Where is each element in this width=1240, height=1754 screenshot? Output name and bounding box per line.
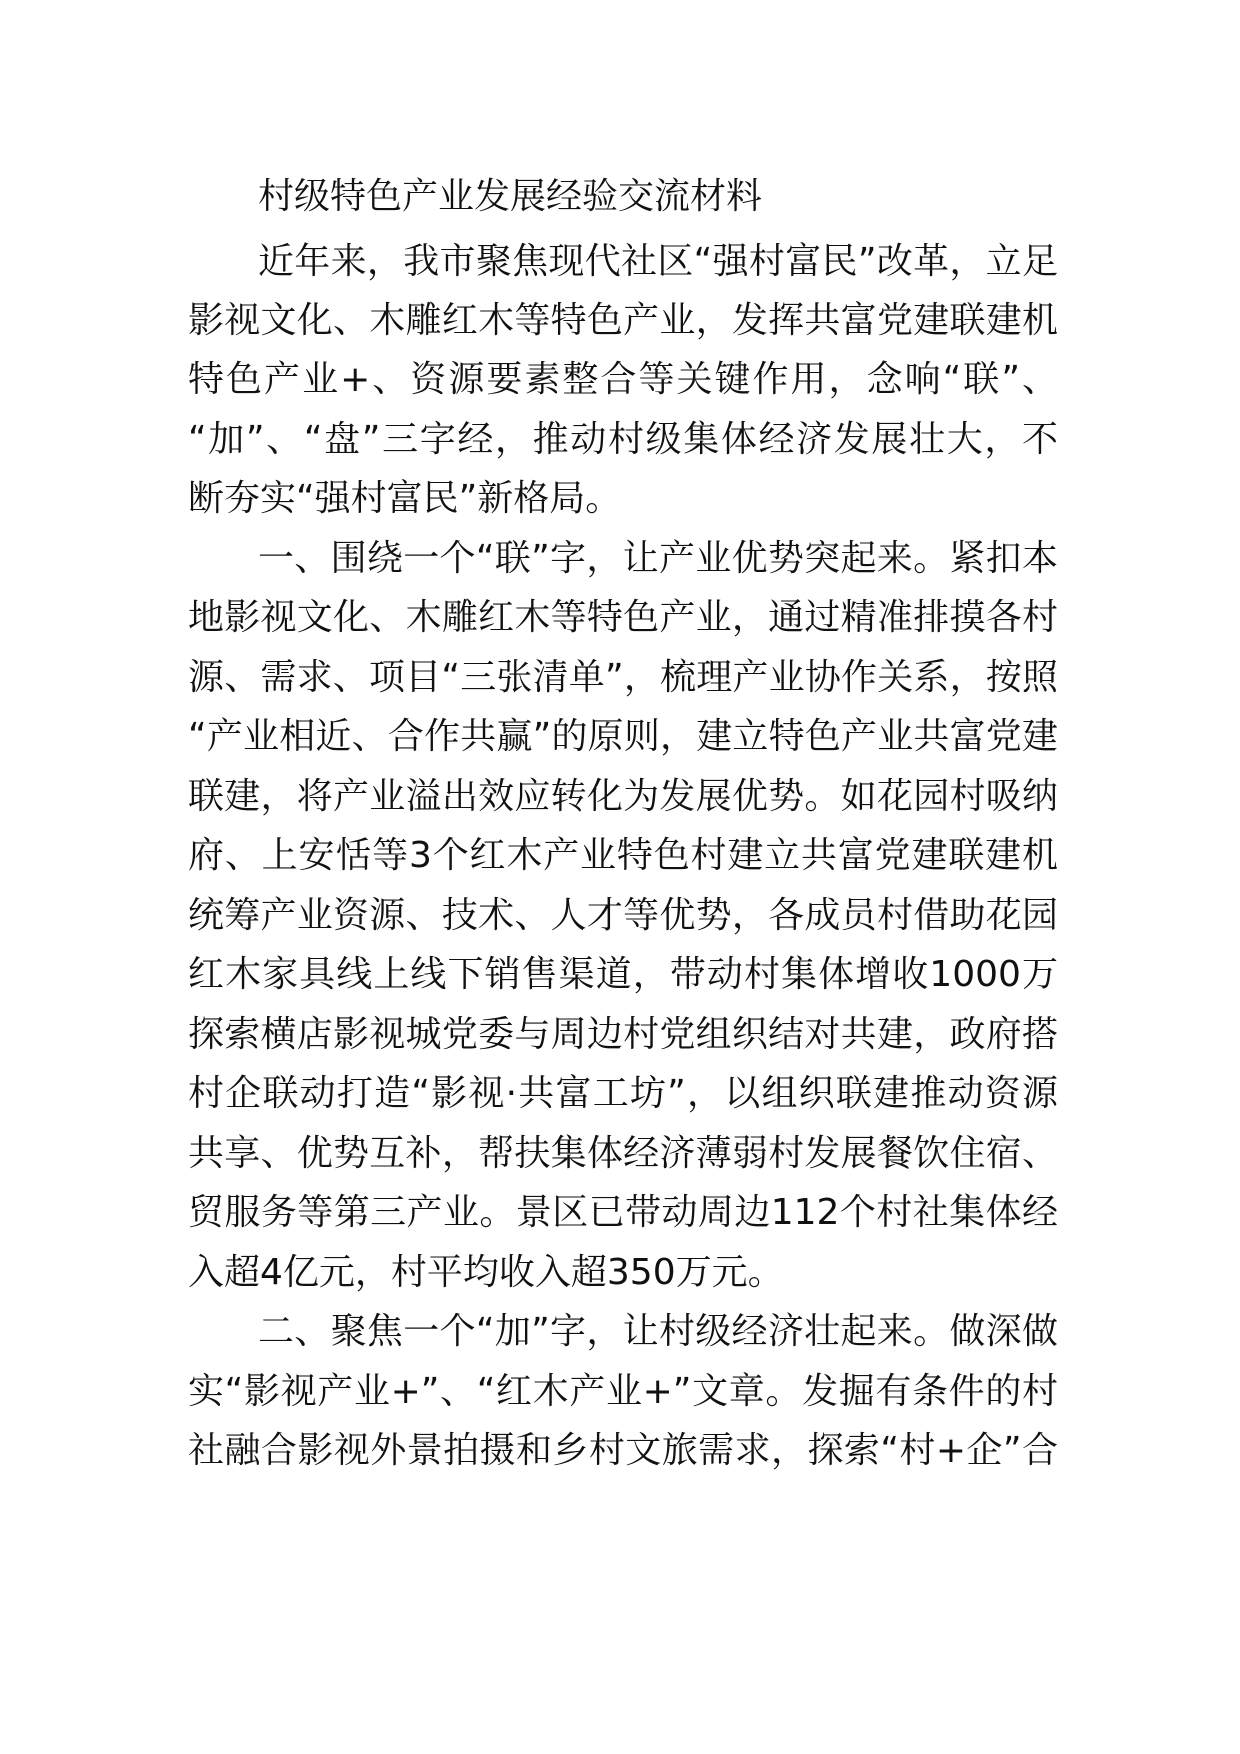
paragraph-line: 近年来，我市聚焦现代社区“强村富民”改革，立足	[258, 241, 1058, 282]
paragraph-line: 府、上安恬等3个红木产业特色村建立共富党建联建机	[188, 835, 1058, 876]
paragraph-line: 统筹产业资源、技术、人才等优势，各成员村借助花园	[188, 895, 1058, 936]
paragraph-line: 影视文化、木雕红木等特色产业，发挥共富党建联建机	[188, 300, 1058, 341]
paragraph-line: 贸服务等第三产业。景区已带动周边112个村社集体经	[188, 1192, 1058, 1233]
section-heading-line: 二、聚焦一个“加”字，让村级经济壮起来。做深做	[258, 1311, 1058, 1352]
paragraph-line: 特色产业+、资源要素整合等关键作用，念响“联”、	[188, 359, 1058, 400]
paragraph-line: 联建，将产业溢出效应转化为发展优势。如花园村吸纳	[188, 776, 1058, 817]
paragraph-line: 地影视文化、木雕红木等特色产业，通过精准排摸各村	[188, 597, 1058, 638]
paragraph-line: 入超4亿元，村平均收入超350万元。	[188, 1252, 784, 1293]
paragraph-line: 断夯实“强村富民”新格局。	[188, 478, 622, 519]
paragraph-line: “加”、“盘”三字经，推动村级集体经济发展壮大，不	[188, 419, 1058, 460]
paragraph-line: 红木家具线上线下销售渠道，带动村集体增收1000万	[188, 954, 1058, 995]
paragraph-line: 共享、优势互补，帮扶集体经济薄弱村发展餐饮住宿、	[188, 1133, 1058, 1174]
paragraph-line: 探索横店影视城党委与周边村党组织结对共建，政府搭	[188, 1014, 1058, 1055]
paragraph-line: 实“影视产业+”、“红木产业+”文章。发掘有条件的村	[188, 1371, 1058, 1412]
document-title: 村级特色产业发展经验交流材料	[258, 176, 763, 217]
paragraph-line: 村企联动打造“影视·共富工坊”，以组织联建推动资源	[188, 1073, 1058, 1114]
paragraph-line: 源、需求、项目“三张清单”，梳理产业协作关系，按照	[188, 657, 1058, 698]
paragraph-line: “产业相近、合作共赢”的原则，建立特色产业共富党建	[188, 716, 1058, 757]
paragraph-line: 社融合影视外景拍摄和乡村文旅需求，探索“村+企”合	[188, 1430, 1058, 1471]
section-heading-line: 一、围绕一个“联”字，让产业优势突起来。紧扣本	[258, 538, 1058, 579]
